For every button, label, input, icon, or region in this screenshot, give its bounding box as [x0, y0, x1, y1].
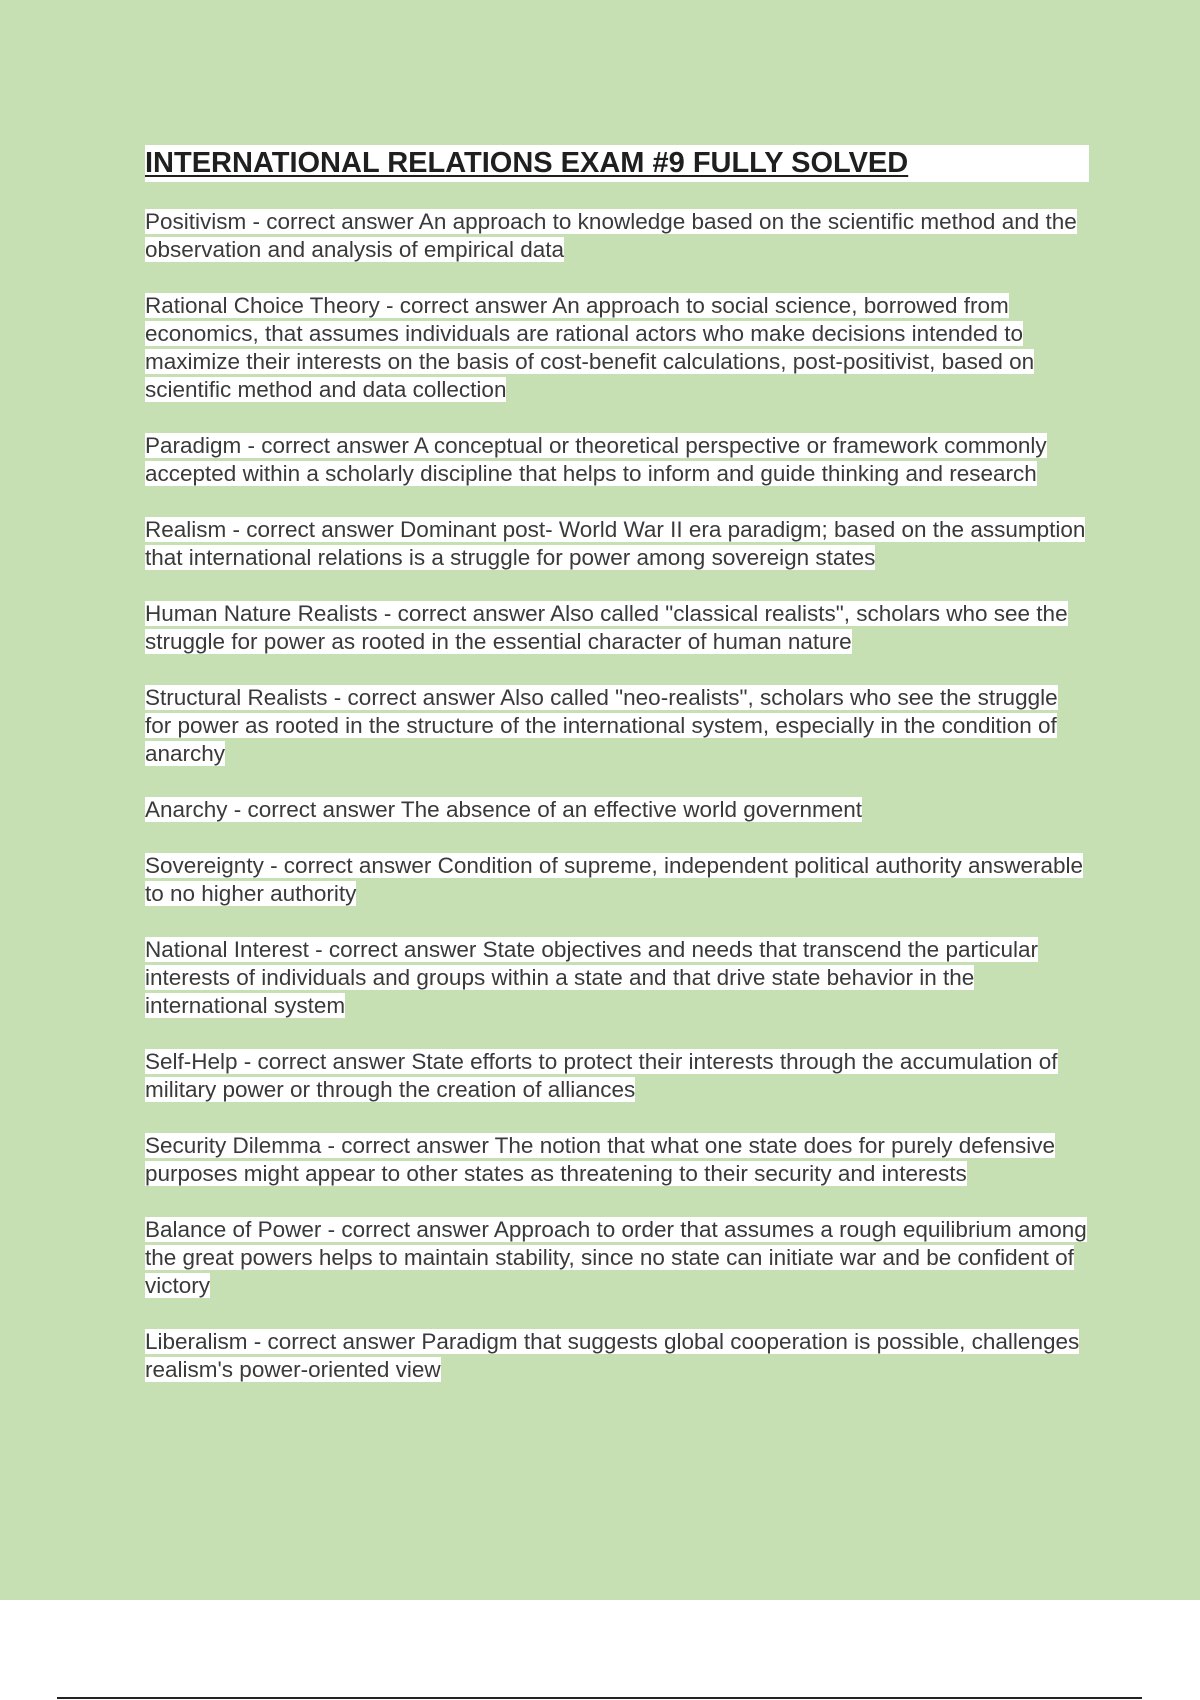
entry-text: Balance of Power - correct answer Approach to order that assumes a rough equilibrium among the great powers helps to maintain stability, since no state can initiate war and be confident of victory [145, 1217, 1087, 1298]
list-item [145, 1216, 1089, 1300]
list-item [145, 1132, 1089, 1188]
list-item [145, 516, 1089, 572]
entry-text: Paradigm - correct answer A conceptual or theoretical perspective or framework commonly accepted within a scholarly discipline that helps to inform and guide thinking and research [145, 433, 1047, 486]
entry-text: Human Nature Realists - correct answer Also called "classical realists", scholars who see the struggle for power as rooted in the essential character of human nature [145, 601, 1068, 654]
list-item [145, 684, 1089, 768]
list-item [145, 208, 1089, 264]
entry-text: National Interest - correct answer State objectives and needs that transcend the particular interests of individuals and groups within a state and that drive state behavior in the international system [145, 937, 1038, 1018]
entry-text: Security Dilemma - correct answer The notion that what one state does for purely defensive purposes might appear to other states as threatening to their security and interests [145, 1133, 1056, 1186]
entry-text: Rational Choice Theory - correct answer An approach to social science, borrowed from economics, that assumes individuals are rational actors who make decisions intended to maximize their interests on the basis of cost-benefit calculations, post-positivist, based on scientific method and data collection [145, 293, 1035, 402]
entry-text: Self-Help - correct answer State efforts to protect their interests through the accumulation of military power or through the creation of alliances [145, 1049, 1058, 1102]
list-item [145, 600, 1089, 656]
footer-divider [57, 1697, 1142, 1699]
list-item [145, 1048, 1089, 1104]
document-title: INTERNATIONAL RELATIONS EXAM #9 FULLY SOLVED [145, 147, 909, 179]
list-item [145, 936, 1089, 1020]
entry-text: Positivism - correct answer An approach to knowledge based on the scientific method and the observation and analysis of empirical data [145, 209, 1077, 262]
title-bar [145, 145, 1089, 182]
list-item [145, 796, 1089, 824]
entry-list [145, 208, 1089, 1384]
document-content [145, 145, 1089, 1412]
entry-text: Liberalism - correct answer Paradigm that suggests global cooperation is possible, challenges realism's power-oriented view [145, 1329, 1080, 1382]
entry-text: Anarchy - correct answer The absence of an effective world government [145, 797, 863, 822]
list-item [145, 292, 1089, 404]
entry-text: Sovereignty - correct answer Condition of supreme, independent political authority answerable to no higher authority [145, 853, 1084, 906]
list-item [145, 852, 1089, 908]
entry-text: Structural Realists - correct answer Also called "neo-realists", scholars who see the struggle for power as rooted in the structure of the international system, especially in the condition of anarchy [145, 685, 1058, 766]
list-item [145, 1328, 1089, 1384]
entry-text: Realism - correct answer Dominant post- World War II era paradigm; based on the assumption that international relations is a struggle for power among sovereign states [145, 517, 1086, 570]
list-item [145, 432, 1089, 488]
